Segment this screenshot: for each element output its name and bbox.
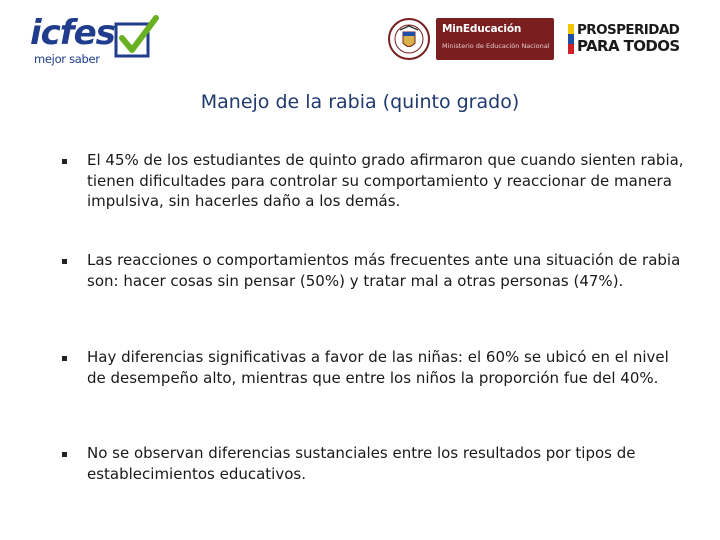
bullet-marker-icon (62, 356, 67, 361)
bullet-marker-icon (62, 159, 67, 164)
prosperidad-line-1: PROSPERIDAD (577, 22, 680, 38)
bullet-text: No se observan diferencias sustanciales entre los resultados por tipos de establecimientos educativos. (87, 444, 636, 483)
icfes-logo-tagline: mejor saber (34, 52, 100, 66)
slide-title: Manejo de la rabia (quinto grado) (200, 91, 520, 113)
bullet-text: El 45% de los estudiantes de quinto grado afirmaron que cuando sienten rabia, tienen dificultades para controlar su comportamiento y reaccionar de manera impulsiva, sin hacerles daño a los demás. (87, 151, 684, 210)
slide-header (0, 0, 720, 90)
bullet-marker-icon (62, 452, 67, 457)
colombia-flag-icon (568, 24, 574, 54)
prosperidad-text (577, 22, 680, 54)
icfes-logo-wordmark: icfes (30, 13, 115, 53)
bullet-text: Hay diferencias significativas a favor de las niñas: el 60% se ubicó en el nivel de desempeño alto, mientras que entre los niños la proporción fue del 40%. (87, 348, 669, 387)
ministry-subtitle: Ministerio de Educación Nacional (442, 42, 550, 50)
ministry-logo (388, 18, 554, 60)
icfes-logo (30, 14, 160, 66)
prosperidad-logo (568, 22, 694, 56)
ministry-badge (436, 18, 554, 60)
coat-of-arms-icon (388, 18, 430, 60)
ministry-title: MinEducación (442, 23, 522, 35)
checkmark-icon (112, 14, 160, 62)
bullet-text: Las reacciones o comportamientos más frecuentes ante una situación de rabia son: hacer cosas sin pensar (50%) y tratar mal a otras personas (47%). (87, 251, 681, 290)
prosperidad-line-2: PARA TODOS (577, 37, 680, 55)
bullet-marker-icon (62, 259, 67, 264)
